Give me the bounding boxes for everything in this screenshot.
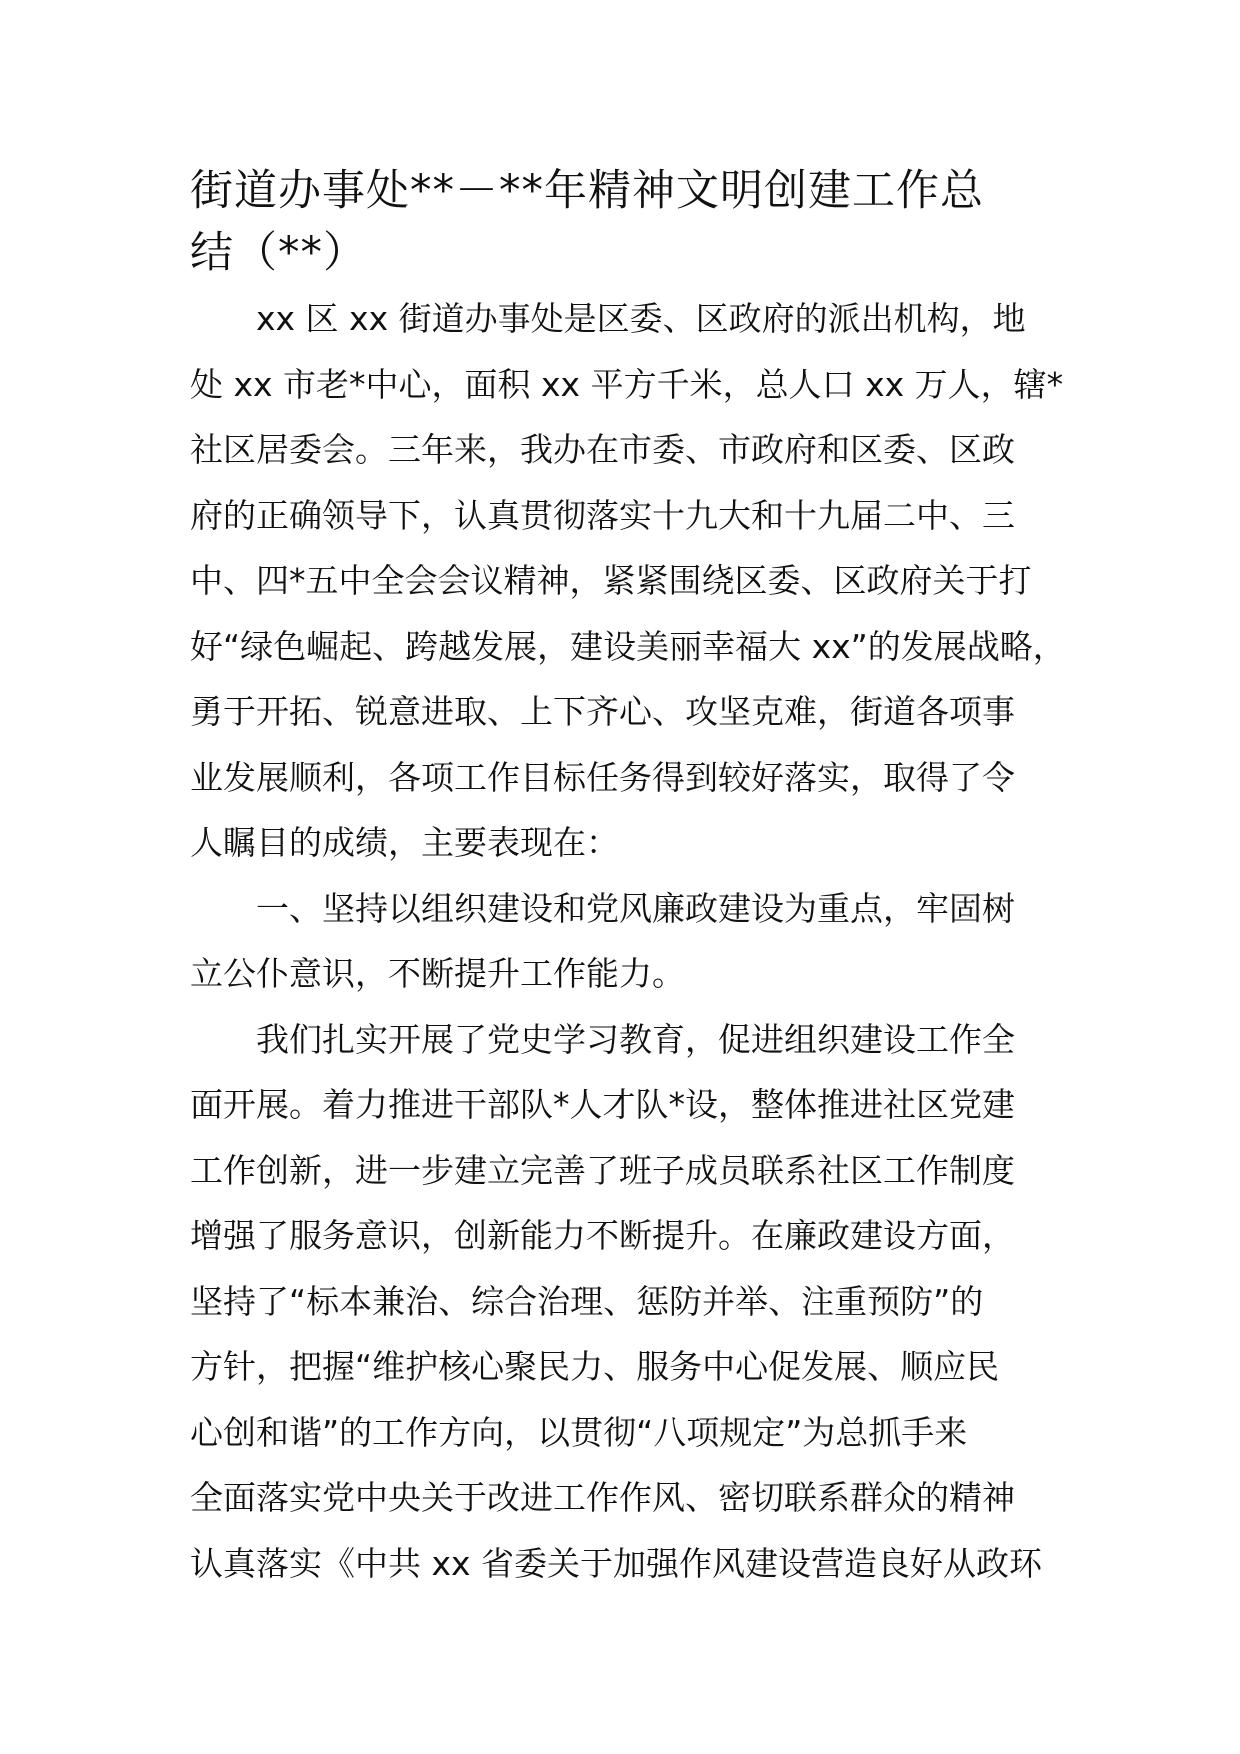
body-line-19: 全面落实党中央关于改进工作作风、密切联系群众的精神 xyxy=(190,1478,1015,1517)
body-line-5: 中、四*五中全会会议精神，紧紧围绕区委、区政府关于打 xyxy=(190,561,1032,600)
body-line-15: 增强了服务意识，创新能力不断提升。在廉政建设方面， xyxy=(190,1216,1015,1255)
section-heading-1-cont: 立公仆意识，不断提升工作能力。 xyxy=(190,954,685,993)
body-line-16: 坚持了“标本兼治、综合治理、惩防并举、注重预防”的 xyxy=(190,1281,984,1321)
body-line-3: 社区居委会。三年来，我办在市委、市政府和区委、区政 xyxy=(190,430,1015,469)
body-line-4: 府的正确领导下，认真贯彻落实十九大和十九届二中、三 xyxy=(190,495,1015,535)
body-line-8: 业发展顺利，各项工作目标任务得到较好落实，取得了令 xyxy=(190,757,1015,797)
body-line-2: 处 xx 市老*中心，面积 xx 平方千米，总人口 xx 万人，辖* xyxy=(190,364,1064,404)
title-line-1: 街道办事处**－**年精神文明创建工作总 xyxy=(190,166,984,216)
body-line-13: 面开展。着力推进干部队*人才队*设，整体推进社区党建 xyxy=(190,1085,1015,1124)
document-body xyxy=(190,286,1066,1596)
body-line-17: 方针，把握“维护核心聚民力、服务中心促发展、顺应民 xyxy=(190,1347,1000,1386)
body-line-9: 人瞩目的成绩，主要表现在： xyxy=(190,823,619,862)
document-page xyxy=(190,160,1066,1596)
body-line-12: 我们扎实开展了党史学习教育，促进组织建设工作全 xyxy=(256,1019,1015,1059)
body-line-14: 工作创新，进一步建立完善了班子成员联系社区工作制度 xyxy=(190,1150,1015,1190)
body-line-1: xx 区 xx 街道办事处是区委、区政府的派出机构，地 xyxy=(256,299,1026,338)
body-line-20: 认真落实《中共 xx 省委关于加强作风建设营造良好从政环 xyxy=(190,1543,1043,1583)
section-heading-1: 一、坚持以组织建设和党风廉政建设为重点，牢固树 xyxy=(256,888,1015,928)
body-line-7: 勇于开拓、锐意进取、上下齐心、攻坚克难，街道各项事 xyxy=(190,692,1015,731)
document-title xyxy=(190,160,1062,284)
title-line-2: 结（**） xyxy=(190,228,367,278)
body-line-18: 心创和谐”的工作方向，以贯彻“八项规定”为总抓手来 xyxy=(190,1412,968,1452)
body-line-6: 好“绿色崛起、跨越发展，建设美丽幸福大 xx”的发展战略， xyxy=(190,626,1066,666)
